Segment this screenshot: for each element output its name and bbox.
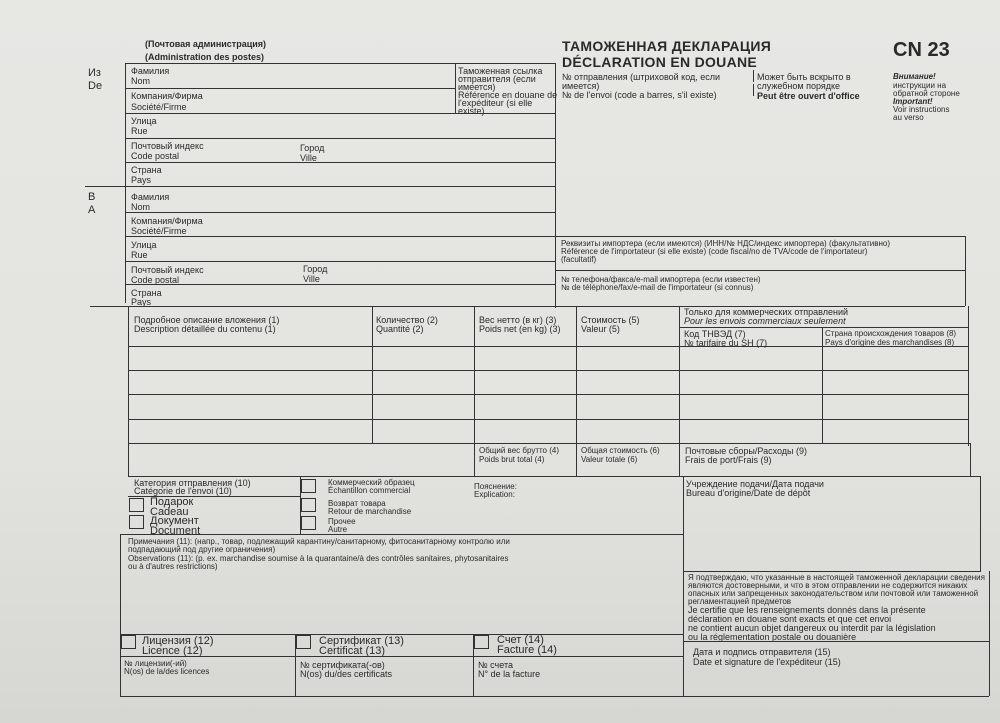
net-weight-label: Вес нетто (в кг) (3)	[479, 315, 557, 325]
other-label: Autre	[328, 525, 348, 534]
office-label: Учреждение подачи/Дата подачи	[686, 479, 824, 489]
document-label: Document	[150, 525, 201, 537]
rule	[970, 443, 971, 476]
other-checkbox[interactable]	[301, 516, 316, 530]
sender-city-label: Город	[300, 143, 325, 153]
sample-label: Échantillon commercial	[328, 486, 411, 495]
observations-line: подпадающий под другие ограничения)	[128, 545, 276, 554]
sender-country-label: Pays	[131, 175, 152, 185]
returned-label: Retour de marchandise	[328, 507, 412, 516]
origin-label: Pays d'origine des marchandises (8)	[825, 338, 955, 347]
attention-line: инструкции на	[893, 81, 947, 90]
certificate-no-label: N(os) du/des certificats	[300, 669, 393, 679]
attention-line: au verso	[893, 113, 924, 122]
sender-company-label: Компания/Фирма	[131, 91, 203, 101]
rule	[679, 306, 680, 476]
rule	[85, 186, 555, 187]
value-label: Стоимость (5)	[581, 315, 640, 325]
sender-surname-label: Фамилия	[131, 66, 170, 76]
postal-admin-fr: (Administration des postes)	[145, 52, 265, 62]
addressee-surname-label: Nom	[131, 202, 151, 212]
importer-phone-line: № телефона/факса/e-mail импортера (если известен)	[561, 275, 761, 284]
certificate-no-label: № сертификата(-ов)	[300, 660, 385, 670]
form-title-fr: DÉCLARATION EN DOUANE	[562, 54, 758, 70]
certification-line: ne contient aucun objet dangereux ou interdit par la législation	[688, 623, 936, 633]
licence-label: Лицензия (12)	[142, 635, 214, 647]
addressee-postcode-label: Code postal	[131, 275, 180, 285]
hs-code-label: № tarifaire du SH (7)	[684, 338, 768, 348]
certificate-label: Certificat (13)	[319, 645, 386, 657]
rule	[120, 534, 683, 535]
origin-label: Страна происхождения товаров (8)	[825, 329, 957, 338]
table-row[interactable]	[128, 443, 970, 444]
rule	[125, 236, 965, 237]
may-open-line: Может быть вскрыто в	[757, 72, 851, 82]
invoice-label: Facture (14)	[497, 644, 557, 656]
sender-street-label: Улица	[131, 116, 157, 126]
table-row[interactable]	[128, 419, 968, 420]
attention-line: Important!	[893, 97, 933, 106]
sender-ref-line: l'expéditeur (si elle	[458, 98, 533, 108]
observations-line: Observations (11): (p. ex. marchandise soumise à la quarantaine/à des contrôles sanitaires, phytosanitaires	[128, 554, 509, 563]
addressee-company-label: Компания/Фирма	[131, 216, 203, 226]
rule	[555, 63, 556, 308]
hs-code-label: Код ТНВЭД (7)	[684, 329, 746, 339]
rule	[989, 571, 990, 696]
rule	[128, 306, 129, 476]
separator	[753, 84, 754, 96]
rule	[125, 88, 455, 89]
signature-label: Date et signature de l'expéditeur (15)	[693, 657, 841, 667]
certification-line: регламентацией предметов	[688, 597, 792, 606]
sender-postcode-label: Почтовый индекс	[131, 141, 204, 151]
addressee-street-label: Rue	[131, 250, 148, 260]
addressee-city-label: Город	[303, 264, 328, 274]
rule	[125, 284, 555, 285]
item-no-line: имеется)	[562, 81, 600, 91]
certificate-label: Сертификат (13)	[319, 635, 404, 647]
importer-phone-line: № de téléphone/fax/e-mail de l'importateur (si connus)	[561, 283, 754, 292]
table-row[interactable]	[128, 394, 968, 395]
may-open-line: Peut être ouvert d'office	[757, 91, 860, 101]
rule	[473, 656, 683, 657]
gift-label: Подарок	[150, 496, 194, 508]
importer-ref-line: Référence de l'importateur (si elle existe) (code fiscal/no de TVA/code de l'importateur)	[561, 247, 868, 256]
gross-weight-label: Poids brut total (4)	[479, 455, 545, 464]
quantity-label: Quantité (2)	[376, 324, 424, 334]
certification-line: déclaration en douane sont exacts et que cet envoi	[688, 614, 892, 624]
rule	[125, 113, 555, 114]
category-heading: Catégorie de l'envoi (10)	[134, 486, 232, 496]
rule	[125, 212, 555, 213]
sender-ref-line: отправителя (если	[458, 74, 536, 84]
observations-line: ou à d'autres restrictions)	[128, 562, 218, 571]
sender-surname-label: Nom	[131, 76, 151, 86]
rule	[295, 656, 473, 657]
rule	[576, 306, 577, 476]
returned-checkbox[interactable]	[301, 498, 316, 512]
rule	[683, 476, 684, 696]
rule	[474, 306, 475, 476]
invoice-checkbox[interactable]	[474, 635, 489, 649]
table-row[interactable]	[128, 346, 968, 347]
rule	[683, 571, 981, 572]
addressee-city-label: Ville	[303, 274, 320, 284]
rule	[120, 534, 121, 696]
licence-checkbox[interactable]	[121, 635, 136, 649]
description-label: Description détaillée du contenu (1)	[134, 324, 276, 334]
importer-ref-line: Реквизиты импортера (если имеются) (ИНН/№ НДС/индекс импортера) (факультативно)	[561, 239, 891, 248]
commercial-only-label: Только для коммерческих отправлений	[684, 307, 849, 317]
sender-country-label: Страна	[131, 165, 162, 175]
addressee-postcode-label: Почтовый индекс	[131, 265, 204, 275]
value-label: Valeur (5)	[581, 324, 620, 334]
office-label: Bureau d'origine/Date de dépôt	[686, 488, 811, 498]
explanation-label: Explication:	[474, 490, 515, 499]
sample-label: Коммерческий образец	[328, 478, 415, 487]
sender-ref-line: existe)	[458, 106, 485, 116]
sender-label-fr: De	[88, 80, 103, 92]
rule	[372, 306, 373, 443]
rule	[125, 138, 555, 139]
addressee-street-label: Улица	[131, 240, 157, 250]
gross-weight-label: Общий вес брутто (4)	[479, 446, 560, 455]
rule	[120, 696, 989, 697]
addressee-country-label: Страна	[131, 288, 162, 298]
postal-charges-label: Почтовые сборы/Расходы (9)	[685, 446, 808, 456]
certification-line: опасных или запрещенных законодательством или почтовой или таможенной	[688, 589, 979, 598]
may-open-line: служебном порядке	[757, 81, 841, 91]
rule	[125, 261, 555, 262]
commercial-only-label: Pour les envois commerciaux seulement	[684, 316, 846, 326]
sender-company-label: Société/Firme	[131, 102, 187, 112]
attention-line: обратной стороне	[893, 89, 960, 98]
category-heading: Категория отправления (10)	[134, 478, 251, 488]
gift-label: Cadeau	[150, 506, 189, 518]
total-value-label: Общая стоимость (6)	[581, 446, 660, 455]
invoice-no-label: N° de la facture	[478, 669, 541, 679]
rule	[120, 656, 295, 657]
form-title-ru: ТАМОЖЕННАЯ ДЕКЛАРАЦИЯ	[562, 38, 772, 54]
certification-line: ou la réglementation postale ou douanière	[688, 632, 857, 642]
net-weight-label: Poids net (en kg) (3)	[479, 324, 561, 334]
importer-ref-line: (facultatif)	[561, 255, 597, 264]
description-label: Подробное описание вложения (1)	[134, 315, 280, 325]
rule	[125, 63, 126, 303]
sample-checkbox[interactable]	[301, 479, 316, 493]
item-no-line: № de l'envoi (code a barres, s'il existe)	[562, 90, 717, 100]
rule	[128, 476, 980, 477]
gift-checkbox[interactable]	[129, 498, 144, 512]
addressee-label-fr: A	[88, 204, 96, 216]
sender-city-label: Ville	[300, 153, 317, 163]
item-no-line: № отправления (штриховой код, если	[562, 72, 721, 82]
sender-ref-line: Таможенная ссылка	[458, 66, 543, 76]
explanation-label: Пояснение:	[474, 482, 517, 491]
licence-no-label: № лицензии(-ий)	[124, 659, 187, 668]
other-label: Прочее	[328, 517, 356, 526]
quantity-label: Количество (2)	[376, 315, 438, 325]
sender-street-label: Rue	[131, 126, 148, 136]
attention-line: Voir instructions	[893, 105, 950, 114]
addressee-country-label: Pays	[131, 297, 152, 307]
form-code: CN 23	[893, 39, 950, 61]
rule	[125, 162, 555, 163]
rule	[968, 306, 969, 446]
addressee-company-label: Société/Firme	[131, 226, 187, 236]
rule	[455, 63, 456, 113]
rule	[125, 63, 555, 64]
rule	[555, 270, 965, 271]
document-checkbox[interactable]	[129, 515, 144, 529]
rule	[683, 641, 989, 642]
invoice-no-label: № счета	[478, 660, 513, 670]
sender-label-ru: Из	[88, 67, 101, 79]
total-value-label: Valeur totale (6)	[581, 455, 638, 464]
document-label: Документ	[150, 515, 199, 527]
postal-charges-label: Frais de port/Frais (9)	[685, 455, 772, 465]
signature-label: Дата и подпись отправителя (15)	[693, 647, 831, 657]
licence-no-label: N(os) de la/des licences	[124, 667, 210, 676]
postal-admin-ru: (Почтовая администрация)	[145, 39, 267, 49]
attention-line: Внимание!	[893, 72, 936, 81]
certification-line: являются достоверными, и что в этом отправлении не содержится никаких	[688, 581, 968, 590]
addressee-surname-label: Фамилия	[131, 192, 170, 202]
certification-line: Je certifie que les renseignements donnés dans la présente	[688, 605, 926, 615]
sender-ref-line: Référence en douane de	[458, 90, 558, 100]
returned-label: Возврат товара	[328, 499, 386, 508]
rule	[965, 236, 966, 306]
invoice-label: Счет (14)	[497, 634, 544, 646]
rule	[980, 476, 981, 571]
certificate-checkbox[interactable]	[296, 635, 311, 649]
sender-ref-line: имеется)	[458, 82, 496, 92]
separator	[753, 70, 754, 82]
licence-label: Licence (12)	[142, 645, 203, 657]
sender-postcode-label: Code postal	[131, 151, 180, 161]
rule	[679, 327, 968, 328]
certification-line: Я подтверждаю, что указанные в настоящей таможенной декларации сведения	[688, 573, 985, 582]
addressee-label-ru: В	[88, 191, 96, 203]
observations-line: Примечания (11): (напр., товар, подлежащий карантину/санитарному, фитосанитарному контролю или	[128, 537, 510, 546]
table-row[interactable]	[128, 370, 968, 371]
